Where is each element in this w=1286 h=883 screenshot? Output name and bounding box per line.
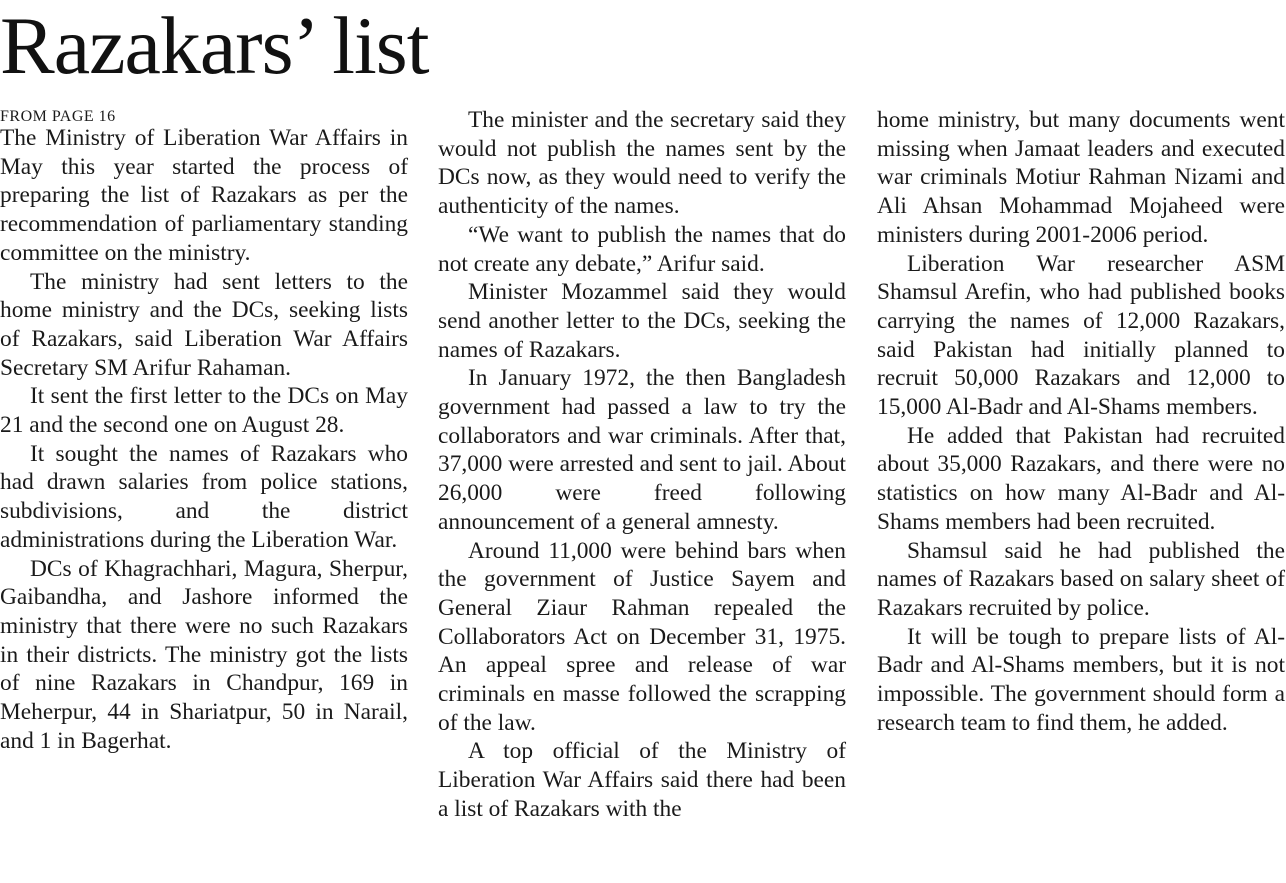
jump-line: FROM PAGE 16 bbox=[0, 108, 116, 125]
paragraph: It will be tough to prepare lists of Al-Badr and Al-Shams members, but it is not impossible. The government should form a research team to find them, he added. bbox=[877, 623, 1285, 736]
paragraph: The minister and the secretary said they would not publish the names sent by the DCs now, as they would need to verify the authenticity of the names. bbox=[438, 107, 846, 220]
article-column-2 bbox=[438, 106, 846, 824]
paragraph: Minister Mozammel said they would send another letter to the DCs, seeking the names of Razakars. bbox=[438, 279, 846, 363]
headline: Razakars’ list bbox=[0, 0, 429, 91]
paragraph: Liberation War researcher ASM Shamsul Arefin, who had published books carrying the names of 12,000 Razakars, said Pakistan had initially planned to recruit 50,000 Razakars and 12,000 to 15,000 Al-Badr and Al-Shams members. bbox=[877, 250, 1285, 421]
paragraph: The Ministry of Liberation War Affairs in May this year started the process of preparing the list of Razakars as per the recommendation of parliamentary standing committee on the ministry. bbox=[0, 125, 408, 266]
paragraph: Around 11,000 were behind bars when the government of Justice Sayem and General Ziaur Rahman repealed the Collaborators Act on December 31, 1975. An appeal spree and release of war criminals en masse followed the scrapping of the law. bbox=[438, 537, 846, 736]
article-column-1 bbox=[0, 106, 408, 755]
article-column-3 bbox=[877, 106, 1285, 737]
paragraph: He added that Pakistan had recruited about 35,000 Razakars, and there were no statistics on how many Al-Badr and Al-Shams members had been recruited. bbox=[877, 422, 1285, 535]
paragraph: In January 1972, the then Bangladesh government had passed a law to try the collaborators and war criminals. After that, 37,000 were arrested and sent to jail. About 26,000 were freed following announcement of a general amnesty. bbox=[438, 365, 846, 535]
paragraph: It sought the names of Razakars who had drawn salaries from police stations, subdivisions, and the district administrations during the Liberation War. bbox=[0, 440, 408, 553]
paragraph: A top official of the Ministry of Liberation War Affairs said there had been a list of Razakars with the bbox=[438, 738, 846, 822]
paragraph: DCs of Khagrachhari, Magura, Sherpur, Gaibandha, and Jashore informed the ministry that there were no such Razakars in their districts. The ministry got the lists of nine Razakars in Chandpur, 169 in Meherpur, 44 in Shariatpur, 50 in Narail, and 1 in Bagerhat. bbox=[0, 555, 408, 754]
paragraph: Shamsul said he had published the names of Razakars based on salary sheet of Razakars recruited by police. bbox=[877, 537, 1285, 621]
paragraph: It sent the first letter to the DCs on May 21 and the second one on August 28. bbox=[0, 383, 408, 439]
paragraph: The ministry had sent letters to the home ministry and the DCs, seeking lists of Razakars, said Liberation War Affairs Secretary SM Arifur Rahaman. bbox=[0, 268, 408, 381]
paragraph: home ministry, but many documents went missing when Jamaat leaders and executed war criminals Motiur Rahman Nizami and Ali Ahsan Mohammad Mojaheed were ministers during 2001-2006 period. bbox=[877, 107, 1285, 248]
paragraph: “We want to publish the names that do not create any debate,” Arifur said. bbox=[438, 221, 846, 277]
